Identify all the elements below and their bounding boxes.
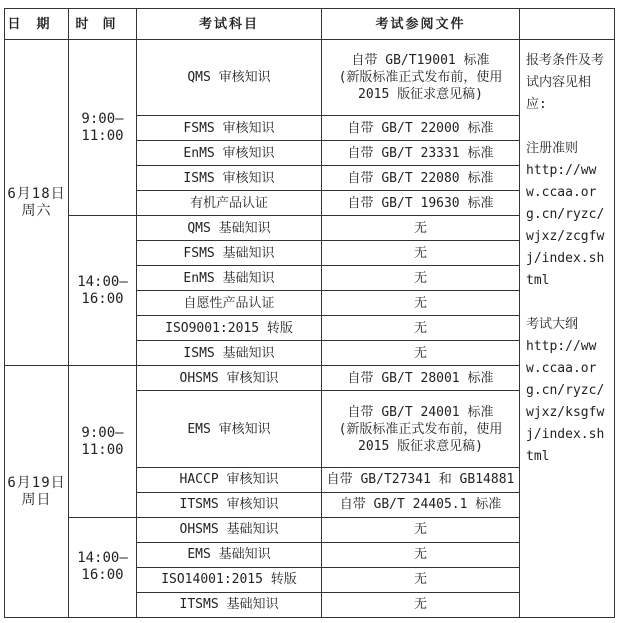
subject-cell: FSMS 基础知识 [137, 241, 322, 266]
notes-intro: 报考条件及考试内容见相应: [526, 53, 605, 112]
reference-cell: 无 [322, 542, 520, 567]
reference-cell: 自带 GB/T 22000 标准 [322, 116, 520, 141]
subject-cell: QMS 审核知识 [137, 40, 322, 116]
reference-cell: 自带 GB/T 24405.1 标准 [322, 492, 520, 517]
reference-cell: 自带 GB/T27341 和 GB14881 [322, 467, 520, 492]
reference-cell: 无 [322, 517, 520, 542]
reference-cell: 无 [322, 266, 520, 291]
subject-cell: ISMS 基础知识 [137, 341, 322, 366]
subject-cell: 自愿性产品认证 [137, 291, 322, 316]
date-cell-day1: 6月18日周六 [5, 40, 69, 366]
subject-cell: ITSMS 基础知识 [137, 592, 322, 617]
reference-cell: 无 [322, 291, 520, 316]
subject-cell: EMS 审核知识 [137, 391, 322, 467]
header-note-cell [520, 9, 615, 40]
reference-cell: 无 [322, 241, 520, 266]
subject-cell: EnMS 审核知识 [137, 141, 322, 166]
header-time: 时间 [69, 9, 137, 40]
time-cell-day2-am: 9:00—11:00 [69, 366, 137, 517]
reference-cell: 自带 GB/T 23331 标准 [322, 141, 520, 166]
subject-cell: FSMS 审核知识 [137, 116, 322, 141]
subject-cell: EnMS 基础知识 [137, 266, 322, 291]
time-cell-day1-am: 9:00—11:00 [69, 40, 137, 216]
header-date: 日期 [5, 9, 69, 40]
date-cell-day2: 6月19日周日 [5, 366, 69, 618]
reference-cell: 无 [322, 341, 520, 366]
reference-cell: 无 [322, 216, 520, 241]
notes-syllabus-link[interactable]: http://www.ccaa.org.cn/ryzc/wjxz/ksgfwj/index.shtml [526, 339, 605, 464]
header-reference: 考试参阅文件 [322, 9, 520, 40]
reference-cell: 自带 GB/T19001 标准 (新版标准正式发布前，使用 2015 版征求意见稿) [322, 40, 520, 116]
reference-cell: 无 [322, 316, 520, 341]
subject-cell: ISO9001:2015 转版 [137, 316, 322, 341]
exam-schedule-table [4, 8, 615, 618]
reference-cell: 自带 GB/T 24001 标准 (新版标准正式发布前，使用 2015 版征求意见稿) [322, 391, 520, 467]
subject-cell: HACCP 审核知识 [137, 467, 322, 492]
reference-cell: 自带 GB/T 19630 标准 [322, 191, 520, 216]
subject-cell: 有机产品认证 [137, 191, 322, 216]
table-row [5, 40, 615, 116]
reference-cell: 无 [322, 592, 520, 617]
time-cell-day1-pm: 14:00—16:00 [69, 216, 137, 366]
notes-cell [520, 40, 615, 618]
reference-cell: 自带 GB/T 22080 标准 [322, 166, 520, 191]
subject-cell: ITSMS 审核知识 [137, 492, 322, 517]
subject-cell: ISMS 审核知识 [137, 166, 322, 191]
reference-cell: 自带 GB/T 28001 标准 [322, 366, 520, 391]
header-row [5, 9, 615, 40]
notes-syllabus-label: 考试大纲 [526, 317, 579, 332]
reference-cell: 无 [322, 567, 520, 592]
subject-cell: OHSMS 审核知识 [137, 366, 322, 391]
subject-cell: QMS 基础知识 [137, 216, 322, 241]
header-subject: 考试科目 [137, 9, 322, 40]
subject-cell: EMS 基础知识 [137, 542, 322, 567]
subject-cell: ISO14001:2015 转版 [137, 567, 322, 592]
notes-rules-link[interactable]: http://www.ccaa.org.cn/ryzc/wjxz/zcgfwj/index.shtml [526, 163, 605, 288]
subject-cell: OHSMS 基础知识 [137, 517, 322, 542]
time-cell-day2-pm: 14:00—16:00 [69, 517, 137, 617]
notes-rules-label: 注册准则 [526, 141, 579, 156]
